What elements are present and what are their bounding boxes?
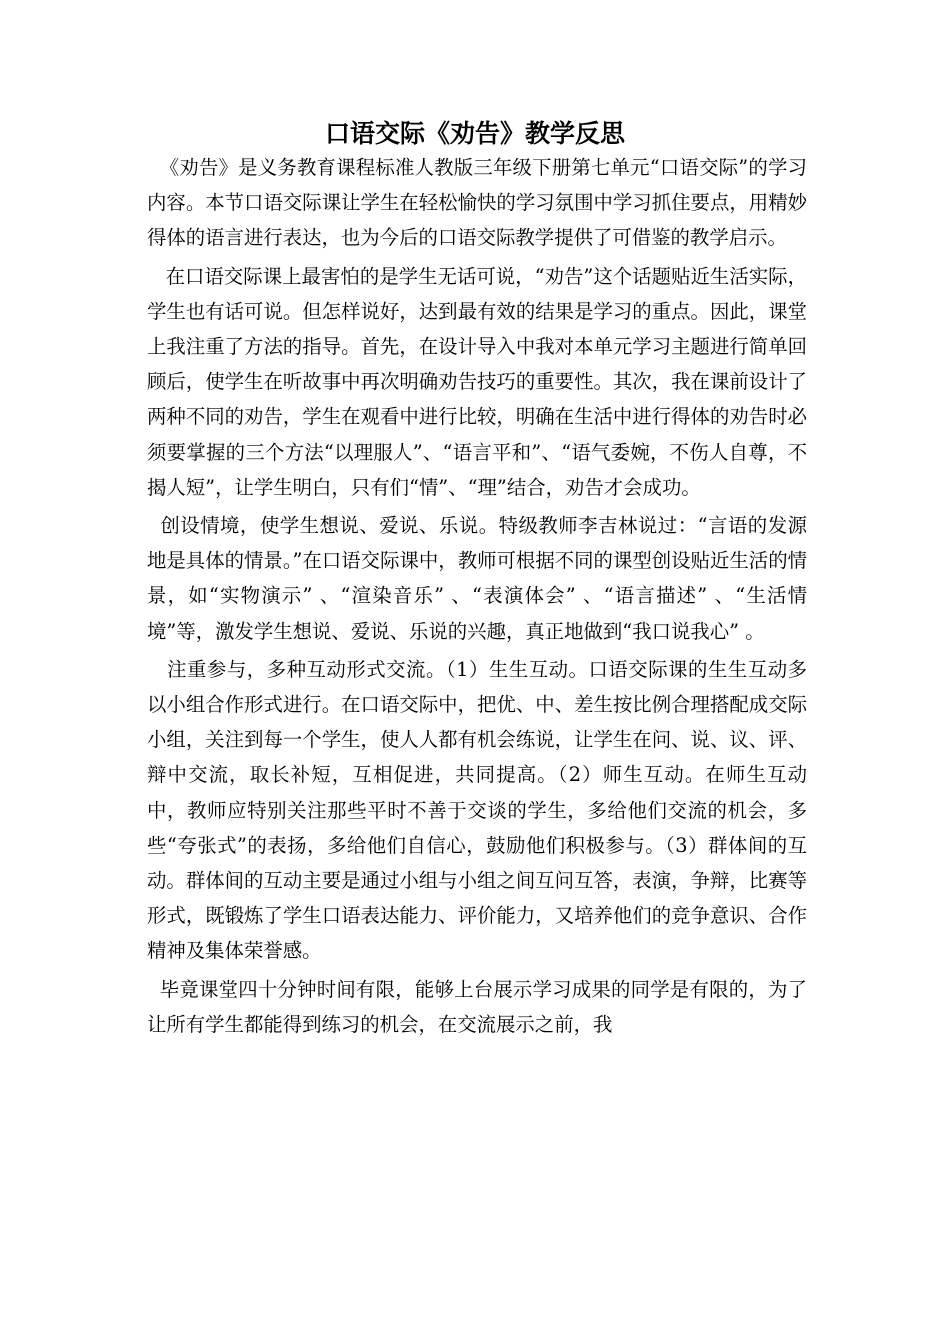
- document-body: [147, 150, 807, 1045]
- paragraph-method-guidance: 在口语交际课上最害怕的是学生无话可说，“劝告”这个话题贴近生活实际，学生也有话可说。但怎样说好，达到最有效的结果是学习的重点。因此，课堂上我注重了方法的指导。首先，在设计导入中我对本单元学习主题进行简单回顾后，使学生在听故事中再次明确劝告技巧的重要性。其次，我在课前设计了两种不同的劝告，学生在观看中进行比较，明确在生活中进行得体的劝告时必须要掌握的三个方法“以理服人”、“语言平和”、“语气委婉，不伤人自尊，不揭人短”，让学生明白，只有们“情”、“理”结合，劝告才会成功。: [147, 264, 807, 499]
- document-title: 口语交际《劝告》教学反思: [324, 119, 625, 148]
- paragraph-intro: 《劝告》是义务教育课程标准人教版三年级下册第七单元“口语交际”的学习内容。本节口语交际课让学生在轻松愉快的学习氛围中学习抓住要点，用精妙得体的语言进行表达，也为今后的口语交际教学提供了可借鉴的教学启示。: [147, 156, 807, 250]
- paragraph-time-limit: 毕竟课堂四十分钟时间有限，能够上台展示学习成果的同学是有限的，为了让所有学生都能得到练习的机会，在交流展示之前，我: [147, 977, 808, 1036]
- paragraph-situation-creation: 创设情境，使学生想说、爱说、乐说。特级教师李吉林说过：“言语的发源地是具体的情景。”在口语交际课中，教师可根据不同的课型创设贴近生活的情景，如“实物演示” 、“渲染音乐” 、“表演体会” 、“语言描述” 、“生活情境”等，激发学生想说、爱说、乐说的兴趣，真正地做到“我口说我心” 。: [147, 514, 807, 643]
- paragraph-interaction: 注重参与，多种互动形式交流。（1）生生互动。口语交际课的生生互动多以小组合作形式进行。在口语交际中，把优、中、差生按比例合理搭配成交际小组，关注到每一个学生，使人人都有机会练说，让学生在问、说、议、评、辩中交流，取长补短，互相促进，共同提高。（2）师生互动。在师生互动中，教师应特别关注那些平时不善于交谈的学生，多给他们交流的机会，多些“夸张式”的表扬，多给他们自信心，鼓励他们积极参与。（3）群体间的互动。群体间的互动主要是通过小组与小组之间互问互答，表演，争辩，比赛等形式，既锻炼了学生口语表达能力、评价能力，又培养他们的竞争意识、合作精神及集体荣誉感。: [147, 657, 807, 963]
